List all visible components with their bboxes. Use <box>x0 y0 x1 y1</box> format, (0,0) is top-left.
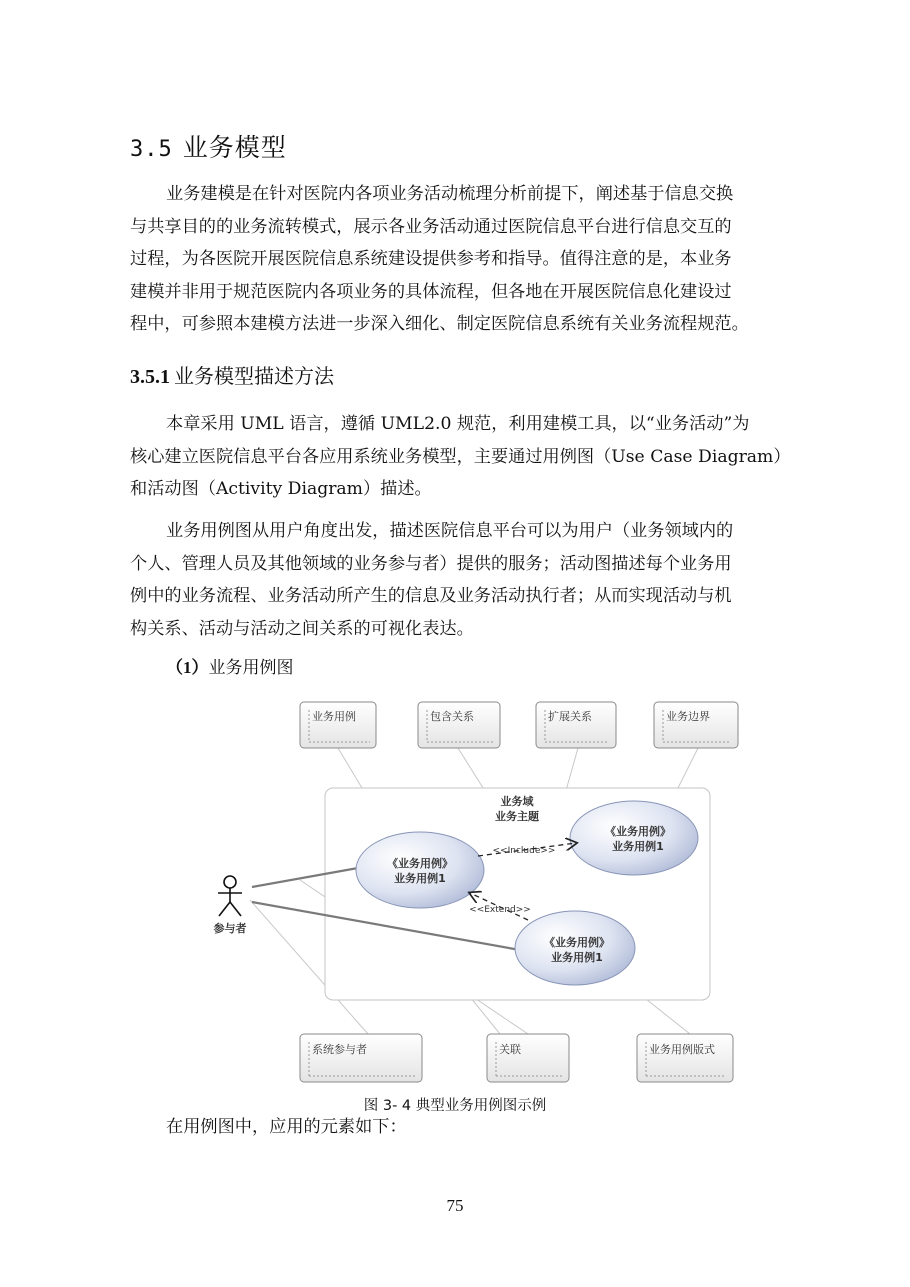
actor-icon <box>218 876 242 916</box>
note-text: 业务用例版式 <box>649 1043 715 1056</box>
note-system-actor <box>300 1034 422 1082</box>
usecase-line: 个人、管理人员及其他领域的业务参与者）提供的服务；活动图描述每个业务用 <box>130 553 732 574</box>
subsection-number: 3.5.1 <box>130 366 170 388</box>
note-text: 系统参与者 <box>312 1043 367 1056</box>
note-usecase-template <box>637 1034 733 1082</box>
method-line: 和活动图（Activity Diagram）描述。 <box>130 479 432 499</box>
subsection-title: 业务模型描述方法 <box>174 364 334 388</box>
item-number: （1） <box>166 658 209 677</box>
usecase-line: 例中的业务流程、业务活动所产生的信息及业务活动执行者；从而实现活动与机 <box>130 586 732 606</box>
note-extend-relation <box>536 702 616 748</box>
note-text: 业务边界 <box>666 710 710 723</box>
closing-text: 在用例图中，应用的元素如下： <box>166 1117 407 1137</box>
extend-label: <<Extend>> <box>469 905 531 915</box>
usecase-name: 业务用例1 <box>612 840 664 853</box>
intro-line: 程中，可参照本建模方法进一步深入细化、制定医院信息系统有关业务流程规范。 <box>130 314 749 334</box>
include-label: <<Include>> <box>492 846 556 856</box>
intro-line: 过程，为各医院开展医院信息系统建设提供参考和指导。值得注意的是，本业务 <box>130 249 732 269</box>
usecase-stereotype: 《业务用例》 <box>544 936 610 949</box>
usecase-name: 业务用例1 <box>394 872 446 885</box>
note-text: 包含关系 <box>430 710 474 723</box>
usecase-ellipse <box>570 801 698 875</box>
usecase-line: 构关系、活动与活动之间关系的可视化表达。 <box>130 618 474 639</box>
intro-text: 业务建模是在针对医院内各项业务活动梳理分析前提下，阐述基于信息交换 <box>166 184 734 204</box>
boundary-title-1: 业务域 <box>500 795 534 808</box>
usecase-name: 业务用例1 <box>551 951 603 964</box>
intro-line: 建模并非用于规范医院内各项业务的具体流程，但各地在开展医院信息化建设过 <box>130 281 732 302</box>
section-number: 3.5 <box>130 137 173 162</box>
usecase-stereotype: 《业务用例》 <box>605 825 671 838</box>
note-text: 关联 <box>499 1043 521 1056</box>
usecase-ellipse <box>356 832 484 908</box>
note-include-relation <box>418 702 500 748</box>
section-title: 业务模型 <box>182 133 287 162</box>
note-text: 业务用例 <box>312 710 356 723</box>
note-association <box>487 1034 569 1082</box>
note-business-boundary <box>654 702 738 748</box>
usecase-stereotype: 《业务用例》 <box>387 857 453 870</box>
usecase-text: 业务用例图从用户角度出发，描述医院信息平台可以为用户（业务领域内的 <box>166 521 734 541</box>
actor-label: 参与者 <box>213 922 247 935</box>
method-text: 本章采用 UML 语言，遵循 UML2.0 规范，利用建模工具，以“业务活动”为 <box>166 414 750 434</box>
note-business-usecase <box>300 702 376 748</box>
figure-caption: 图 3- 4 典型业务用例图示例 <box>363 1098 547 1114</box>
method-line: 核心建立医院信息平台各应用系统业务模型，主要通过用例图（Use Case Diagram） <box>130 446 791 467</box>
intro-line: 与共享目的的业务流转模式，展示各业务活动通过医院信息平台进行信息交互的 <box>130 216 732 237</box>
boundary-title-2: 业务主题 <box>495 810 539 823</box>
note-text: 扩展关系 <box>548 710 592 723</box>
page-number: 75 <box>446 1196 464 1215</box>
item-title: 业务用例图 <box>208 658 294 678</box>
